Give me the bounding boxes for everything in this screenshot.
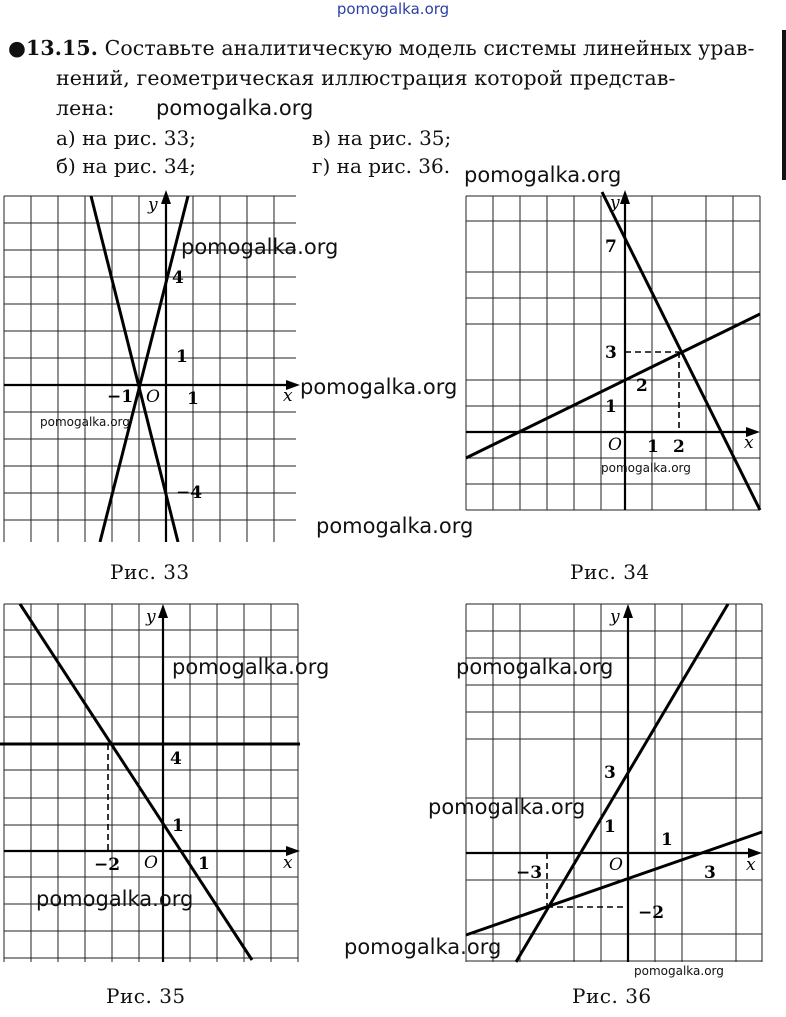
fig36-label-1-x: 1 (661, 830, 673, 850)
fig36-y-label: y (610, 607, 620, 627)
fig33-label-1-x: 1 (187, 389, 199, 409)
fig33-x-label: x (283, 386, 293, 406)
fig36-label-minus-2: −2 (638, 903, 665, 923)
fig33-label-1-y: 1 (176, 347, 188, 367)
fig36-caption: Рис. 36 (572, 984, 652, 1008)
fig36-x-label: x (746, 855, 756, 875)
fig36-label-minus-3: −3 (516, 863, 543, 883)
fig34-y-label: y (610, 193, 620, 213)
problem-statement-line-1 (8, 36, 755, 60)
watermark: pomogalka.org (316, 514, 474, 538)
fig34-label-1-y: 1 (605, 397, 617, 417)
fig34-label-7: 7 (605, 237, 617, 257)
fig34-label-1-x: 1 (647, 437, 659, 457)
fig33-label-4: 4 (172, 268, 184, 288)
watermark: pomogalka.org (36, 887, 194, 911)
watermark: pomogalka.org (156, 96, 314, 120)
fig33-origin-label: O (146, 387, 160, 407)
fig35-label-minus-2: −2 (94, 855, 121, 875)
fig35-y-label: y (146, 607, 156, 627)
watermark: pomogalka.org (428, 795, 586, 819)
watermark: pomogalka.org (456, 655, 614, 679)
problem-text-2: нений, геометрическая иллюстрация которой представ- (56, 66, 676, 90)
fig35-label-4: 4 (170, 749, 182, 769)
subitem-v: в) на рис. 35; (312, 126, 452, 150)
subitem-a: а) на рис. 33; (56, 126, 196, 150)
fig34-label-2-y: 2 (636, 376, 648, 396)
problem-text-3: лена: (56, 96, 115, 120)
fig34-x-label: x (744, 433, 754, 453)
fig34-label-3: 3 (605, 343, 617, 363)
watermark: pomogalka.org (181, 235, 339, 259)
fig36-label-3-y: 3 (604, 763, 616, 783)
fig33-label-minus-4: −4 (176, 483, 203, 503)
fig35-caption: Рис. 35 (106, 984, 186, 1008)
subitem-g: г) на рис. 36. (312, 154, 451, 178)
watermark: pomogalka.org (300, 375, 458, 399)
problem-bullet: ● (8, 36, 26, 60)
fig34-origin-label: O (608, 435, 622, 455)
fig35-x-label: x (283, 853, 293, 873)
watermark: pomogalka.org (601, 461, 691, 475)
watermark: pomogalka.org (172, 655, 330, 679)
watermark: pomogalka.org (40, 415, 130, 429)
fig34-label-2-x: 2 (673, 437, 685, 457)
site-label[interactable]: pomogalka.org (336, 0, 450, 18)
fig35-origin-label: O (144, 853, 158, 873)
problem-number: 13.15. (26, 36, 98, 60)
fig36-label-1-y: 1 (604, 817, 616, 837)
watermark: pomogalka.org (464, 163, 622, 187)
fig33-label-minus-1: −1 (107, 387, 134, 407)
fig36-origin-label: O (609, 855, 623, 875)
fig36-label-3-x: 3 (704, 863, 716, 883)
fig33-y-label: y (148, 195, 158, 215)
problem-text-1: Составьте аналитическую модель системы линейных урав- (104, 36, 755, 60)
figure-34 (464, 186, 764, 542)
fig35-label-1-y: 1 (172, 816, 184, 836)
subitem-b: б) на рис. 34; (56, 154, 197, 178)
fig34-caption: Рис. 34 (570, 560, 650, 584)
fig33-caption: Рис. 33 (110, 560, 190, 584)
fig35-label-1-x: 1 (198, 854, 210, 874)
watermark: pomogalka.org (634, 964, 724, 978)
watermark: pomogalka.org (344, 935, 502, 959)
page-edge-bar (782, 30, 786, 180)
